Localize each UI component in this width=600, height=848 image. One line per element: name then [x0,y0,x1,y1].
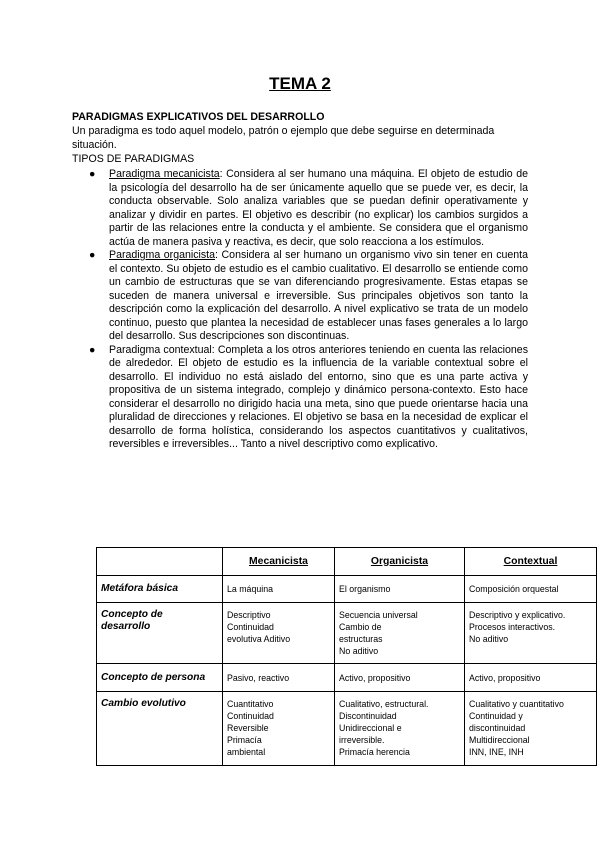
paradigm-name: Paradigma contextual [109,343,212,356]
row-label: Cambio evolutivo [97,692,223,766]
cell-line: Primacía [227,735,262,745]
list-item [72,344,528,452]
cell-line: Descriptivo [227,610,271,620]
table-header-cell [97,548,223,576]
cell-line: irreversible. [339,735,385,745]
list-item [72,168,528,249]
table-cell [223,692,335,766]
table-cell [335,603,465,664]
bullet-icon: ● [89,168,96,180]
cell-line: Continuidad [227,622,274,632]
cell-line: No aditivo [469,634,509,644]
paradigm-types-label: TIPOS DE PARADIGMAS [72,153,195,165]
cell-line: discontinuidad [469,723,526,733]
cell-line: ambiental [227,747,266,757]
table-cell [465,664,597,692]
cell-line: Primacía herencia [339,747,410,757]
row-label [97,603,223,664]
table-header-cell: Contextual [465,548,597,576]
list-item [72,249,528,344]
section-heading: PARADIGMAS EXPLICATIVOS DEL DESARROLLO [72,111,325,123]
row-label: Concepto de persona [97,664,223,692]
cell-line: Descriptivo y explicativo. [469,610,566,620]
cell-line: Unidireccional e [339,723,402,733]
cell-line: evolutiva Aditivo [227,634,291,644]
table-cell [335,576,465,603]
table-cell [335,692,465,766]
table-cell [465,576,597,603]
cell-line: Cualitativo y cuantitativo [469,699,564,709]
paradigm-description: : Completa a los otros anteriores teniendo en cuenta las relaciones de alrededor. El objeto de estudio es la influencia de la variable contextual sobre el desarrollo. El individuo no está aislado del entorno, sino que es una parte activa y propositiva de un sistema integrado, complejo y dinámico persona-contexto. Esto hace considerar el desarrollo no dirigido hacia una meta, sino que puede orientarse hacia una pluralidad de direcciones y relaciones. El objetivo se basa en la necesidad de explicar el desarrollo de forma holística, considerando los aspectos cuantitativos y cualitativos, reversibles e irreversibles... Tanto a nivel descriptivo como explicativo. [109,343,528,450]
table-header-cell: Mecanicista [223,548,335,576]
cell-line: estructuras [339,634,383,644]
cell-line: Multidireccional [469,735,530,745]
cell-line: Continuidad y [469,711,523,721]
table-cell [223,603,335,664]
cell-line: Cambio de [339,622,382,632]
table-row [97,692,597,766]
cell-line: Continuidad [227,711,274,721]
cell-line: Activo, propositivo [339,672,411,683]
paradigm-comparison-table [96,547,597,766]
cell-line: Pasivo, reactivo [227,672,290,683]
table-header-cell: Organicista [335,548,465,576]
table-row [97,603,597,664]
table-cell [465,692,597,766]
cell-line: Activo, propositivo [469,672,541,683]
cell-line: Procesos interactivos. [469,622,556,632]
page-title: TEMA 2 [269,74,331,93]
table-cell [223,576,335,603]
table-row [97,664,597,692]
table-header-row [97,548,597,576]
intro-paragraph: Un paradigma es todo aquel modelo, patrón o ejemplo que debe seguirse en determinada situación. [72,125,495,151]
paradigm-name: Paradigma organicista [109,249,216,261]
paradigm-list [72,168,528,452]
cell-line: No aditivo [339,646,379,656]
cell-line: Discontinuidad [339,711,397,721]
cell-line: La máquina [227,584,273,594]
cell-line: INN, INE, INH [469,747,524,757]
paradigm-description: : Considera al ser humano una máquina. El objeto de estudio de la psicología del desarrollo ha de ser únicamente aquello que se puede ver, es decir, la conducta observable. Solo analiza variables que se puedan definir operativamente y analizar y dividir en partes. El objetivo es describir (no explicar) los cambios surgidos a partir de las relaciones entre la conducta y el ambiente. Se considera que el organismo actúa de manera pasiva y reactiva, es decir, que solo reacciona a los estímulos. [109,168,528,248]
table-row [97,576,597,603]
cell-line: Reversible [227,723,269,733]
table-cell [465,603,597,664]
paradigm-name: Paradigma mecanicista [109,168,220,180]
bullet-icon: ● [89,343,96,356]
cell-line: El organismo [339,584,391,594]
paradigm-description: : Considera al ser humano un organismo vivo sin tener en cuenta el contexto. Su objeto de estudio es el cambio cualitativo. El desarrollo se entiende como un cambio de estructuras que se van diferenciando progresivamente. Estas etapas se suceden de manera universal e irreversible. Sus principales objetivos son tanto la descripción como la explicación del desarrollo. A nivel explicativo se trata de un modelo continuo, puesto que plantea la necesidad de establecer unas fases generales a lo largo del desarrollo. Sus descripciones son discontinuas. [109,249,529,342]
cell-line: Cuantitativo [227,699,274,709]
cell-line: Secuencia universal [339,610,418,620]
row-label: Metáfora básica [97,576,223,603]
table-cell [335,664,465,692]
row-label-line: desarrollo [101,621,151,632]
cell-line: Composición orquestal [469,584,559,594]
cell-line: Cualitativo, estructural. [339,699,429,709]
table-cell [223,664,335,692]
row-label-line: Concepto de [101,609,163,620]
bullet-icon: ● [89,249,96,261]
